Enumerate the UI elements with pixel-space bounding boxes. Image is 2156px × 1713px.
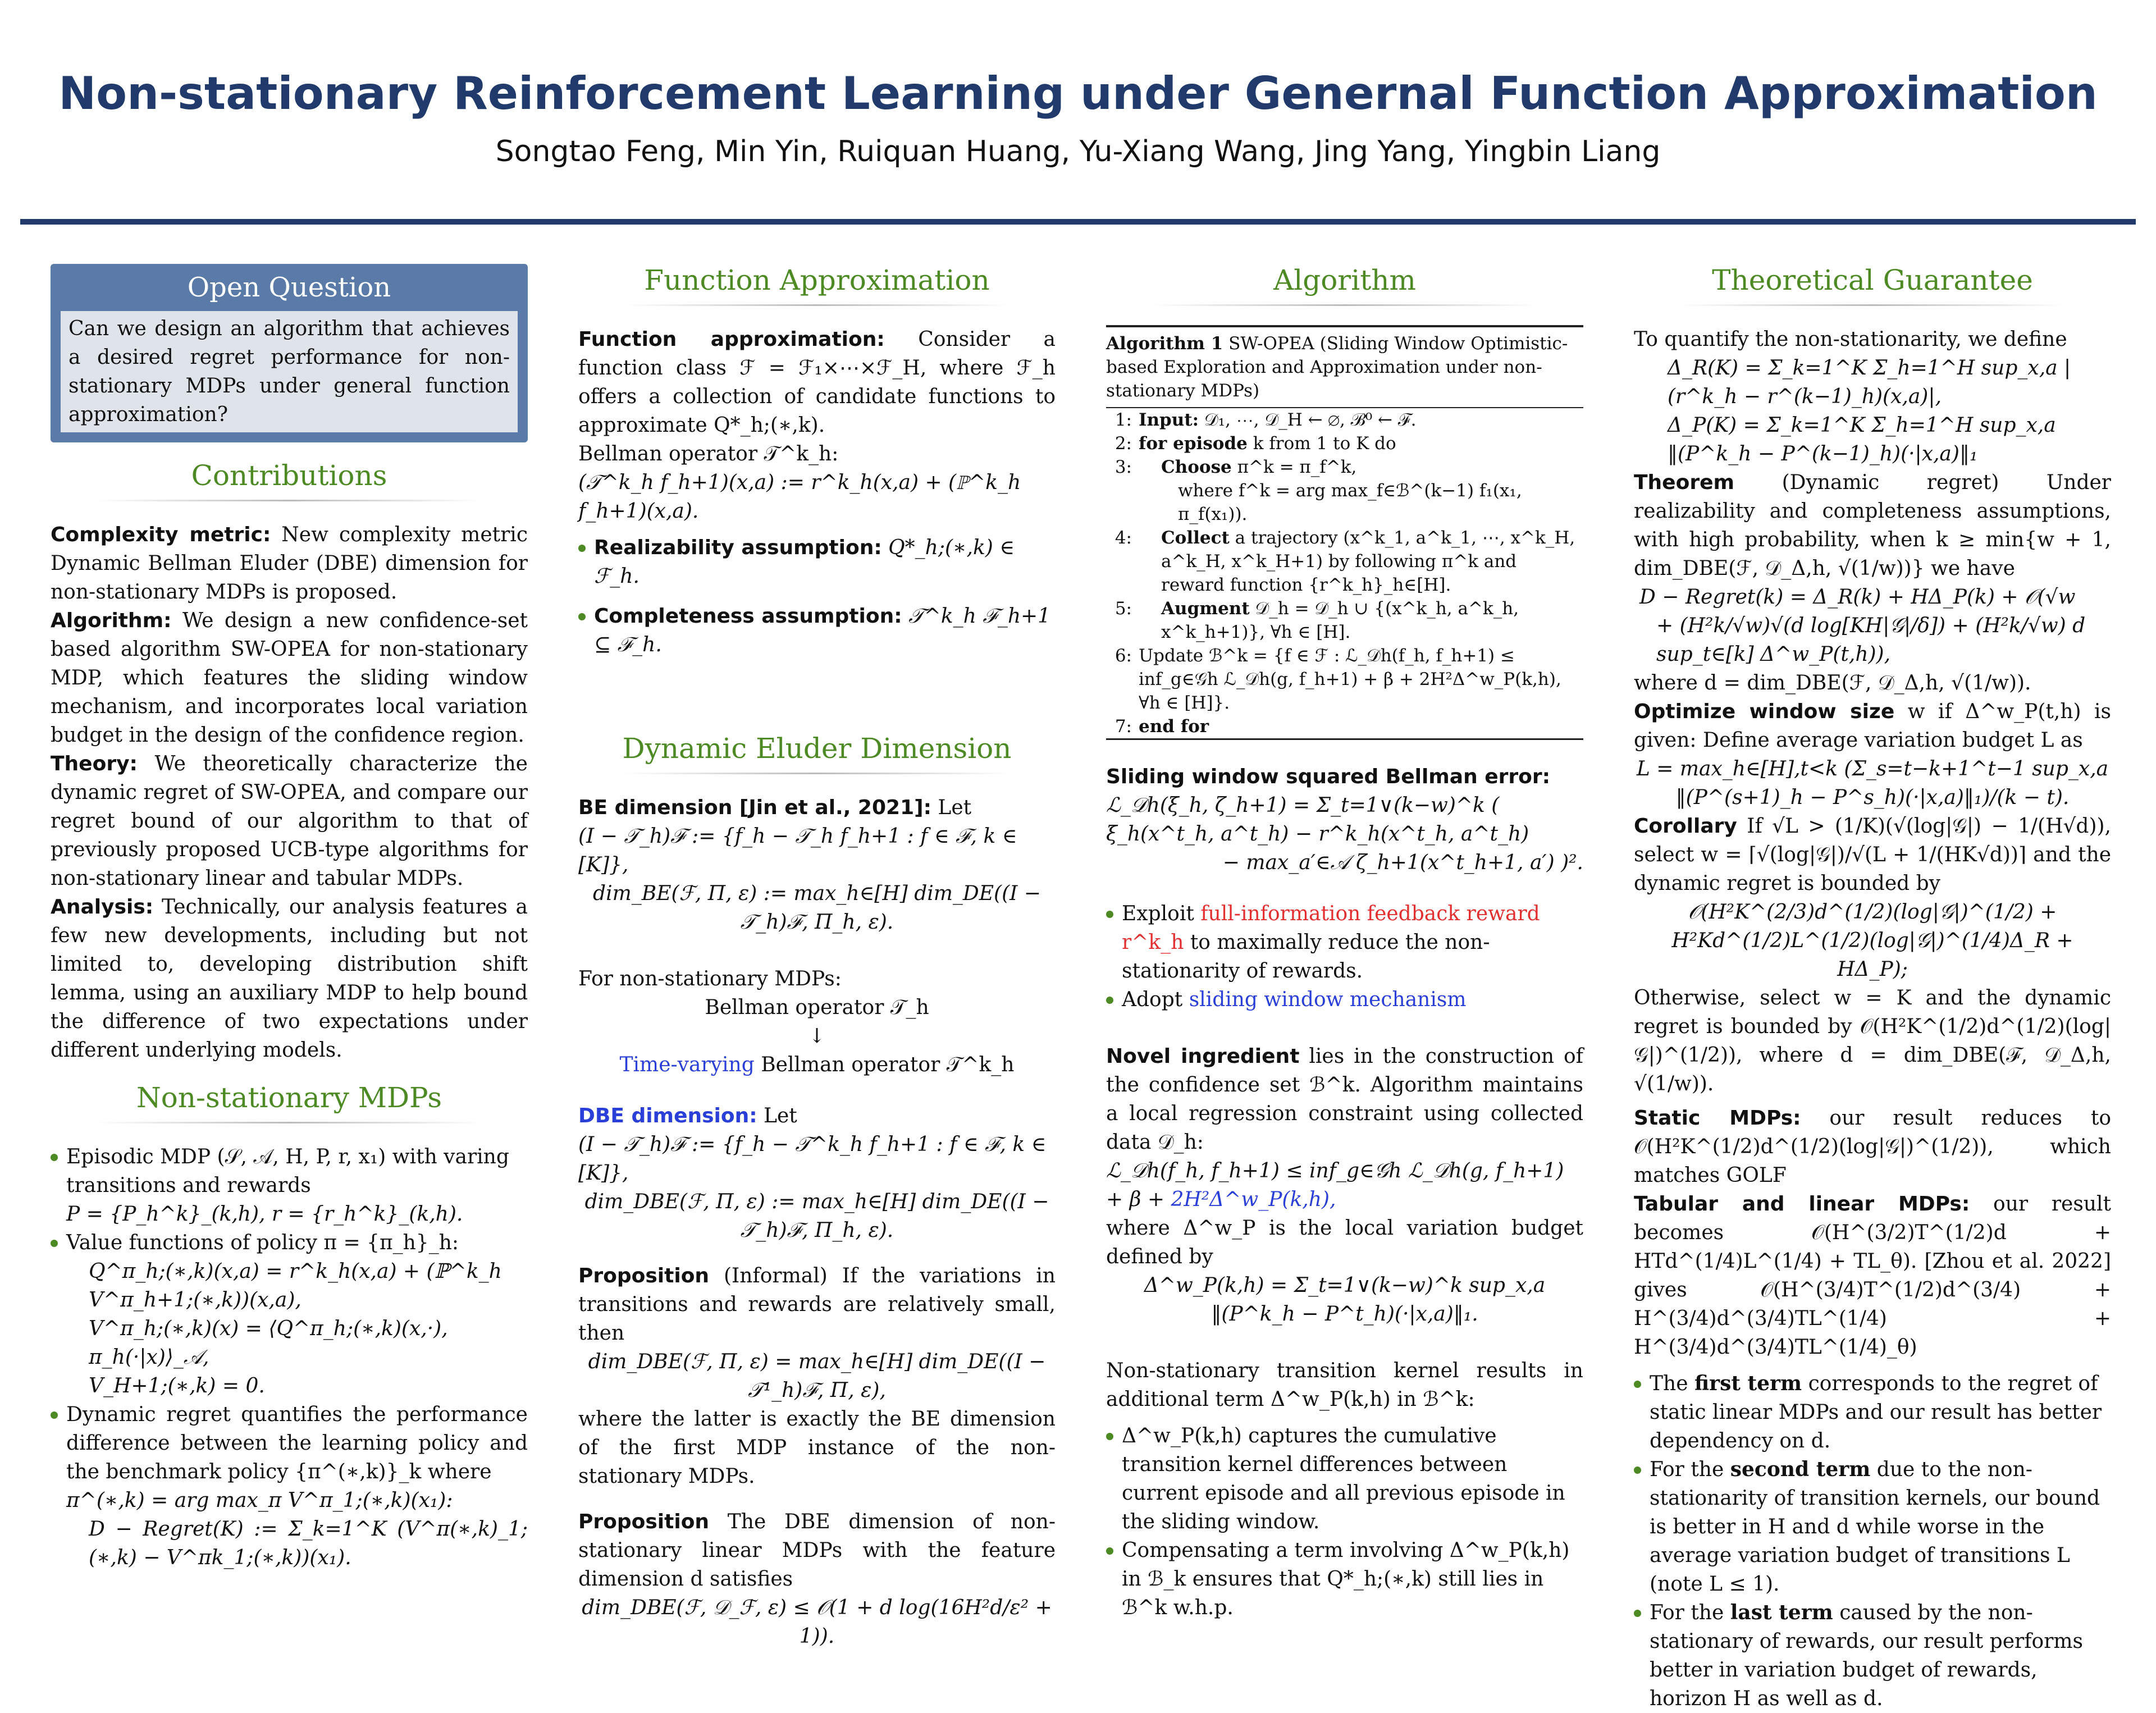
column-4 (1634, 264, 2111, 1713)
algorithm-line (1106, 715, 1583, 740)
algorithm-line-body (1139, 597, 1583, 644)
algorithm-keyword: Collect (1161, 528, 1230, 548)
dbe-eq-2: dim_DBE(ℱ, Π, ε) := max_h∈[H] dim_DE((I − 𝒯_h)ℱ, Π_h, ε). (584, 1190, 1049, 1242)
novel-eq: ℒ_𝒟h(f_h, f_h+1) ≤ inf_g∈𝒢h ℒ_𝒟h(g, f_h+1) + β + 2H²Δ^w_P(k,h), (1106, 1159, 1564, 1211)
arrow-down-icon: ↓ (808, 1025, 826, 1048)
static-mdps: Static MDPs: our result reduces to 𝒪(H²K^(1/2)d^(1/2)(log|𝒢|)^(1/2)), which matches GOLF (1634, 1107, 2111, 1187)
algorithm-line-number: 2: (1114, 433, 1132, 454)
algorithm-line (1106, 597, 1583, 644)
open-question-box (51, 264, 528, 442)
list-item: Δ^w_P(k,h) captures the cumulative transition kernel differences between current episode and all previous episode in the sliding window. (1106, 1422, 1583, 1536)
algorithm-line-number: 7: (1114, 716, 1132, 737)
time-varying-operator: Time-varying Bellman operator 𝒯^k_h (619, 1053, 1015, 1076)
algorithm-text: k from 1 to K do (1247, 433, 1396, 454)
algorithm-line-body (1139, 432, 1396, 455)
otherwise-text: Otherwise, select w = K and the dynamic regret is bounded by 𝒪(H²K^(1/2)d^(1/2)(log|𝒢|)^(1/2)), where d = dim_DBE(ℱ, 𝒟_Δ,h, √(1/w)). (1634, 986, 2111, 1095)
column-1 (51, 264, 528, 1572)
delta-p-eq: Δ_P(K) = Σ_k=1^K Σ_h=1^H sup_x,a ‖(P^k_h − P^(k−1)_h)(·|x,a)‖₁ (1668, 414, 2056, 465)
algorithm-line (1106, 455, 1583, 479)
column-2 (578, 264, 1056, 1651)
novel-text-2: where Δ^w_P is the local variation budget defined by (1106, 1217, 1583, 1268)
proposition-1-tail: where the latter is exactly the BE dimension of the first MDP instance of the non-stationary MDPs. (578, 1408, 1056, 1488)
poster-authors: Songtao Feng, Min Yin, Ruiquan Huang, Yu-Xiang Wang, Jing Yang, Yingbin Liang (495, 135, 1661, 168)
swe-eq-2: − max_a′∈𝒜 ζ_h+1(x^t_h+1, a′) )². (1222, 851, 1583, 874)
contribution-complexity: Complexity metric: New complexity metric Dynamic Bellman Eluder (DBE) dimension for non-stationary MDPs is proposed. (51, 523, 528, 604)
theory-heading: Theoretical Guarantee (1712, 264, 2033, 296)
swe-list (1106, 899, 1583, 1014)
fa-heading: Function Approximation (644, 264, 990, 296)
list-item: For the second term due to the non-stationarity of transition kernels, our bound is better in H and d while worse in the average variation budget of transitions L (note L ≤ 1). (1634, 1455, 2111, 1598)
ns-intro: For non-stationary MDPs: (578, 967, 842, 990)
be-eq-2: dim_BE(ℱ, Π, ε) := max_h∈[H] dim_DE((I − 𝒯_h)ℱ, Π_h, ε). (593, 882, 1041, 934)
regret-eq-2: + (H²k/√w)√(d log[KH|𝒢|/δ]) + (H²k/√w) d sup_t∈[k] Δ^w_P(t,h)), (1656, 614, 2086, 666)
novel-list (1106, 1422, 1583, 1622)
open-question-body: Can we design an algorithm that achieves a desired regret performance for non-stationary MDPs under general function approximation? (61, 311, 518, 432)
algorithm-box (1106, 325, 1583, 740)
algorithm-text: 𝒟₁, ⋯, 𝒟_H ← ∅, ℬ⁰ ← ℱ. (1199, 410, 1417, 430)
algorithm-keyword: Input: (1139, 410, 1199, 430)
poster-title: Non-stationary Reinforcement Learning under Genernal Function Approximation (58, 67, 2098, 120)
proposition-1: Proposition (Informal) If the variations in transitions and rewards are relatively small, then (578, 1264, 1056, 1345)
algorithm-line (1106, 644, 1583, 715)
algorithm-line-number (1106, 479, 1139, 526)
list-item: Compensating a term involving Δ^w_P(k,h) in ℬ_k ensures that Q*_h;(∗,k) still lies in ℬ^k w.h.p. (1106, 1536, 1583, 1622)
theorem: Theorem (Dynamic regret) Under realizability and completeness assumptions, with high probability, when k ≥ min{w + 1, dim_DBE(ℱ, 𝒟_Δ,h, √(1/w))} we have (1634, 471, 2112, 580)
algorithm-heading: Algorithm (1273, 264, 1416, 296)
contribution-analysis: Analysis: Technically, our analysis features a few new developments, including but not limited to, developing distribution shift lemma, using an auxiliary MDP to help bound the difference of two expectations under different underlying models. (51, 896, 528, 1062)
dbe-eq-1: (I − 𝒯_h)ℱ := {f_h − 𝒯^k_h f_h+1 : f ∈ ℱ, k ∈ [K]}, (578, 1133, 1047, 1185)
list-item: Realizability assumption: Q*_h;(∗,k) ∈ ℱ_h. (578, 533, 1056, 591)
list-item: Exploit full-information feedback reward r^k_h to maximally reduce the non-stationarity of rewards. (1106, 899, 1583, 985)
algorithm-lines (1106, 408, 1583, 740)
nsmdp-list (51, 1143, 528, 1572)
header-divider (20, 219, 2136, 225)
heading-underline (1151, 304, 1538, 306)
bellman-operator: Bellman operator 𝒯_h (705, 996, 929, 1019)
novel-ingredient: Novel ingredient lies in the construction of the confidence set ℬ^k. Algorithm maintains a local regression constraint using collected data 𝒟_h: (1106, 1045, 1584, 1154)
bellman-label: Bellman operator 𝒯^k_h: (578, 442, 839, 465)
contribution-algorithm: Algorithm: We design a new confidence-set based algorithm SW-OPEA for non-stationary MDP, which features the sliding window mechanism, and incorporates local variation budget in the design of the confidence region. (51, 609, 528, 747)
nsmdp-heading: Non-stationary MDPs (136, 1081, 442, 1114)
swe-label: Sliding window squared Bellman error: (1106, 765, 1551, 788)
list-item: For the last term caused by the non-stationary of rewards, our result performs better in variation budget of rewards, horizon H as well as d. (1634, 1598, 2111, 1713)
algorithm-line-body (1139, 408, 1417, 432)
where-d: where d = dim_DBE(ℱ, 𝒟_Δ,h, √(1/w)). (1634, 672, 2031, 695)
term-list (1634, 1369, 2111, 1713)
list-item: Adopt sliding window mechanism (1106, 985, 1583, 1014)
algorithm-keyword: end for (1139, 716, 1209, 737)
theory-intro: To quantify the non-stationarity, we define (1634, 328, 2067, 351)
algorithm-line-body (1139, 526, 1583, 597)
delta-r-eq: Δ_R(K) = Σ_k=1^K Σ_h=1^H sup_x,a |(r^k_h − r^(k−1)_h)(x,a)|, (1668, 357, 2071, 408)
heading-underline (623, 773, 1011, 774)
algorithm-line-number: 6: (1114, 646, 1132, 666)
algorithm-line-body (1139, 479, 1583, 526)
list-item: Completeness assumption: 𝒯^k_h ℱ_h+1 ⊆ ℱ_h. (578, 602, 1056, 659)
regret-eq-1: D − Regret(k) = Δ_R(k) + HΔ_P(k) + 𝒪(√w (1639, 586, 2076, 609)
list-item: Value functions of policy π = {π_h}_h: Q^π_h;(∗,k)(x,a) = r^k_h(x,a) + (ℙ^k_h V^π_h+1;(∗,k))(x,a), V^π_h;(∗,k)(x) = ⟨Q^π_h;(∗,k)(x,·), π_h(·|x)⟩_𝒜, V_H+1;(∗,k) = 0. (51, 1228, 528, 1400)
heading-underline (95, 500, 483, 501)
algorithm-keyword: Choose (1161, 457, 1232, 477)
heading-underline (1679, 304, 2066, 306)
proposition-1-eq: dim_DBE(ℱ, Π, ε) = max_h∈[H] dim_DE((I − 𝒯¹_h)ℱ, Π, ε), (588, 1350, 1046, 1402)
tabular-linear-mdps: Tabular and linear MDPs: our result becomes 𝒪(H^(3/2)T^(1/2)d + HTd^(1/4)L^(1/4) + TL_θ). [Zhou et al. 2022] gives 𝒪(H^(3/4)T^(1/2)d^(3/4) + H^(3/4)d^(3/4)TL^(1/4) + H^(3/4)d^(3/4)TL^(1/4)_θ) (1634, 1193, 2111, 1359)
assumption-list (578, 533, 1056, 659)
ded-heading: Dynamic Eluder Dimension (622, 732, 1012, 765)
heading-underline (623, 304, 1011, 306)
column-3 (1106, 264, 1583, 1622)
algorithm-line-number: 3: (1114, 457, 1132, 477)
heading-underline (95, 1122, 483, 1123)
contributions-heading: Contributions (191, 459, 387, 492)
proposition-2-eq: dim_DBE(ℱ, 𝒟_ℱ, ε) ≤ 𝒪(1 + d log(16H²d/ε² + 1)). (582, 1596, 1052, 1648)
algorithm-keyword: Augment (1161, 599, 1250, 619)
algorithm-text: π^k = π_f^k, (1231, 457, 1357, 477)
dbe-dimension: DBE dimension: Let (578, 1104, 797, 1127)
fa-definition: Function approximation: Consider a function class ℱ = ℱ₁×⋯×ℱ_H, where ℱ_h offers a collection of candidate functions to approximate Q*_h;(∗,k). (578, 328, 1056, 437)
algorithm-text: 𝒟_h = 𝒟_h ∪ {(x^k_h, a^k_h, x^k_h+1)}, ∀h ∈ [H]. (1161, 599, 1519, 642)
corollary: Corollary If √L > (1/K)(√(log|𝒢|) − 1/(H√d)), select w = ⌈√(log|𝒢|)/√(L + 1/(HK√d))⌉ and the dynamic regret is bounded by (1634, 815, 2111, 895)
proposition-2: Proposition The DBE dimension of non-stationary linear MDPs with the feature dimension d satisfies (578, 1510, 1056, 1591)
optimize-window: Optimize window size w if Δ^w_P(t,h) is given: Define average variation budget L as (1634, 700, 2111, 752)
swe-eq-1: ℒ_𝒟h(ξ_h, ζ_h+1) = Σ_t=1∨(k−w)^k ( ξ_h(x^t_h, a^t_h) − r^k_h(x^t_h, a^t_h) (1106, 794, 1529, 846)
list-item: Dynamic regret quantifies the performance difference between the learning policy and the benchmark policy {π^(∗,k)}_k where π^(∗,k) = arg max_π V^π_1;(∗,k)(x₁): D − Regret(K) := Σ_k=1^K (V^π(∗,k)_1;(∗,k) − V^πk_1;(∗,k))(x₁). (51, 1400, 528, 1572)
be-dimension: BE dimension [Jin et al., 2021]: Let (578, 796, 972, 819)
algorithm-text: a trajectory (x^k_1, a^k_1, ⋯, x^k_H, a^k_H, x^k_H+1) by following π^k and reward function {r^k_h}_h∈[H]. (1161, 528, 1575, 595)
variation-budget-eq: Δ^w_P(k,h) = Σ_t=1∨(k−w)^k sup_x,a ‖(P^k_h − P^t_h)(·|x,a)‖₁. (1144, 1274, 1546, 1326)
contribution-theory: Theory: We theoretically characterize the dynamic regret of SW-OPEA, and compare our regret bound of our algorithm to that of previously proposed UCB-type algorithms for non-stationary linear and tabular MDPs. (51, 752, 528, 890)
list-item: Episodic MDP (𝒮, 𝒜, H, P, r, x₁) with varing transitions and rewards P = {P_h^k}_(k,h), r = {r_h^k}_(k,h). (51, 1143, 528, 1228)
avg-variation-eq: L = max_h∈[H],t<k (Σ_s=t−k+1^t−1 sup_x,a ‖(P^(s+1)_h − P^s_h)(·|x,a)‖₁)/(k − t). (1636, 757, 2109, 809)
open-question-title: Open Question (187, 272, 391, 303)
algorithm-line-number: 1: (1114, 410, 1132, 430)
be-eq-1: (I − 𝒯_h)ℱ := {f_h − 𝒯_h f_h+1 : f ∈ ℱ, k ∈ [K]}, (578, 825, 1017, 876)
algorithm-line-number: 5: (1114, 599, 1132, 619)
algorithm-text: Update ℬ^k = {f ∈ ℱ : ℒ_𝒟h(f_h, f_h+1) ≤ inf_g∈𝒢h ℒ_𝒟h(g, f_h+1) + β + 2H²Δ^w_P(k,h), ∀h ∈ [H]}. (1139, 646, 1561, 713)
algorithm-line-body (1139, 644, 1583, 715)
algorithm-line (1106, 526, 1583, 597)
algorithm-line (1106, 479, 1583, 526)
algorithm-text: where f^k = arg max_f∈ℬ^(k−1) f₁(x₁, π_f(x₁)). (1178, 481, 1522, 524)
list-item: The first term corresponds to the regret of static linear MDPs and our result has better dependency on d. (1634, 1369, 2111, 1455)
novel-text-3: Non-stationary transition kernel results in additional term Δ^w_P(k,h) in ℬ^k: (1106, 1359, 1583, 1411)
corollary-bound-eq: 𝒪(H²K^(2/3)d^(1/2)(log|𝒢|)^(1/2) + H²Kd^(1/2)L^(1/2)(log|𝒢|)^(1/4)Δ_R + HΔ_P); (1671, 901, 2073, 981)
algorithm-line-body (1139, 715, 1209, 738)
algorithm-line-body (1139, 455, 1356, 479)
bellman-equation: (𝒯^k_h f_h+1)(x,a) := r^k_h(x,a) + (ℙ^k_h f_h+1)(x,a). (578, 471, 1021, 523)
algorithm-keyword: for episode (1139, 433, 1248, 454)
algorithm-caption: Algorithm 1 SW-OPEA (Sliding Window Optimistic-based Exploration and Approximation under non-stationary MDPs) (1106, 327, 1583, 408)
algorithm-line (1106, 432, 1583, 455)
algorithm-line-number: 4: (1114, 528, 1132, 548)
algorithm-line (1106, 408, 1583, 432)
